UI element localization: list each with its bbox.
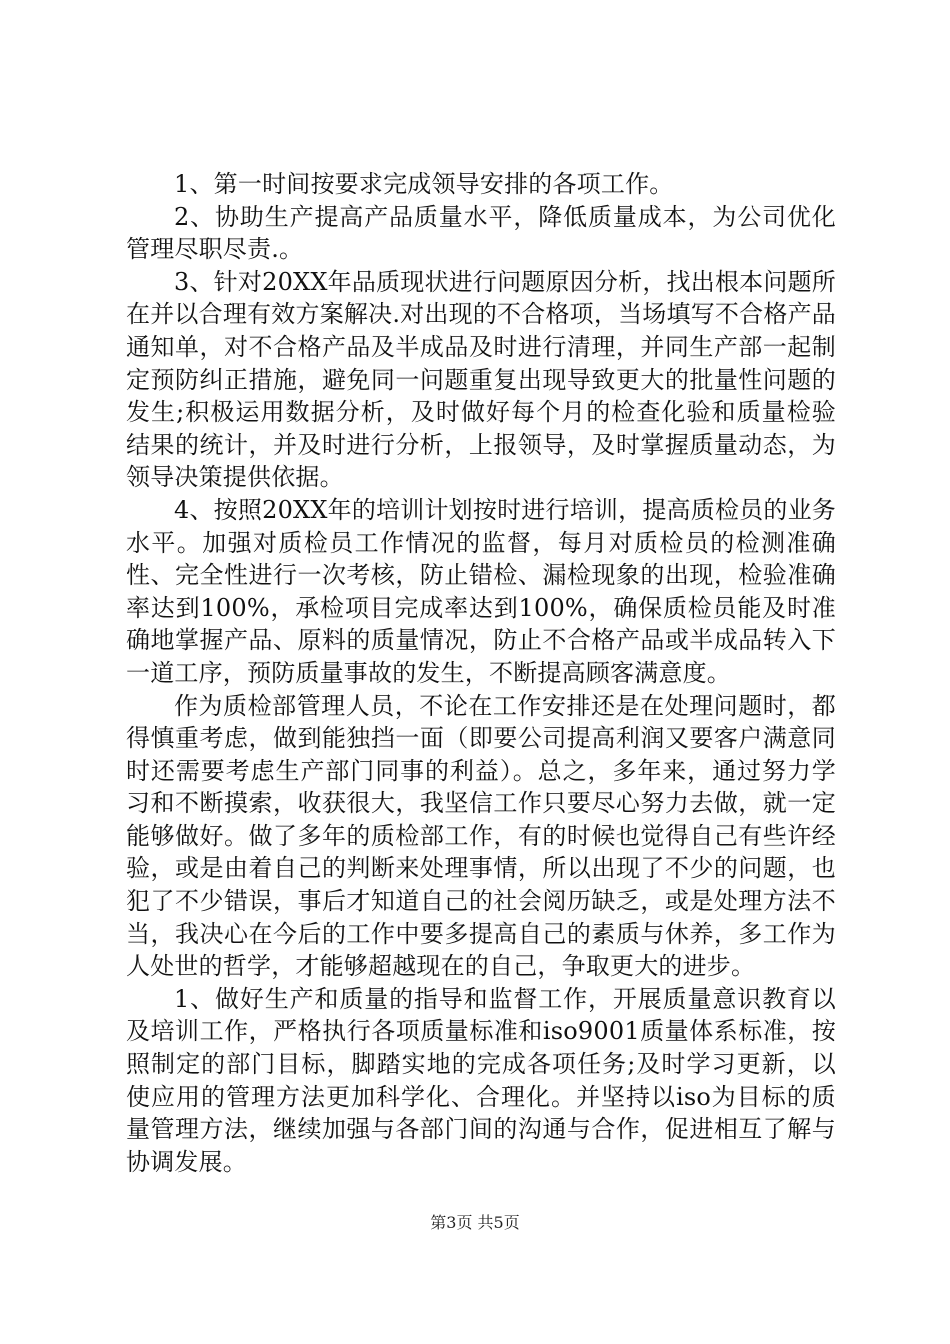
document-body	[126, 168, 836, 1178]
paragraph-6: 1、做好生产和质量的指导和监督工作，开展质量意识教育以及培训工作，严格执行各项质量标准和iso9001质量体系标准，按照制定的部门目标，脚踏实地的完成各项任务;及时学习更新，以使应用的管理方法更加科学化、合理化。并坚持以iso为目标的质量管理方法，继续加强与各部门间的沟通与合作，促进相互了解与协调发展。	[126, 984, 836, 1176]
paragraph-1: 1、第一时间按要求完成领导安排的各项工作。	[174, 170, 674, 198]
paragraph-4: 4、按照20XX年的培训计划按时进行培训，提高质检员的业务水平。加强对质检员工作情况的监督，每月对质检员的检测准确性、完全性进行一次考核，防止错检、漏检现象的出现，检验准确率达到100%，承检项目完成率达到100%，确保质检员能及时准确地掌握产品、原料的质量情况，防止不合格产品或半成品转入下一道工序，预防质量事故的发生，不断提高顾客满意度。	[126, 495, 836, 687]
paragraph-5: 作为质检部管理人员，不论在工作安排还是在处理问题时，都得慎重考虑，做到能独挡一面（即要公司提高利润又要客户满意同时还需要考虑生产部门同事的利益）。总之，多年来，通过努力学习和不断摸索，收获很大，我坚信工作只要尽心努力去做，就一定能够做好。做了多年的质检部工作，有的时候也觉得自己有些许经验，或是由着自己的判断来处理事情，所以出现了不少的问题，也犯了不少错误，事后才知道自己的社会阅历缺乏，或是处理方法不当，我决心在今后的工作中要多提高自己的素质与休养，多工作为人处世的哲学，才能够超越现在的自己，争取更大的进步。	[126, 691, 836, 981]
page-number-footer: 第3页 共5页	[430, 1213, 520, 1232]
paragraph-3: 3、针对20XX年品质现状进行问题原因分析，找出根本问题所在并以合理有效方案解决.对出现的不合格项，当场填写不合格产品通知单，对不合格产品及半成品及时进行清理，并同生产部一起制定预防纠正措施，避免同一问题重复出现导致更大的批量性问题的发生;积极运用数据分析，及时做好每个月的检查化验和质量检验结果的统计，并及时进行分析，上报领导，及时掌握质量动态，为领导决策提供依据。	[126, 267, 836, 492]
paragraph-2: 2、协助生产提高产品质量水平，降低质量成本，为公司优化管理尽职尽责.。	[126, 202, 836, 264]
